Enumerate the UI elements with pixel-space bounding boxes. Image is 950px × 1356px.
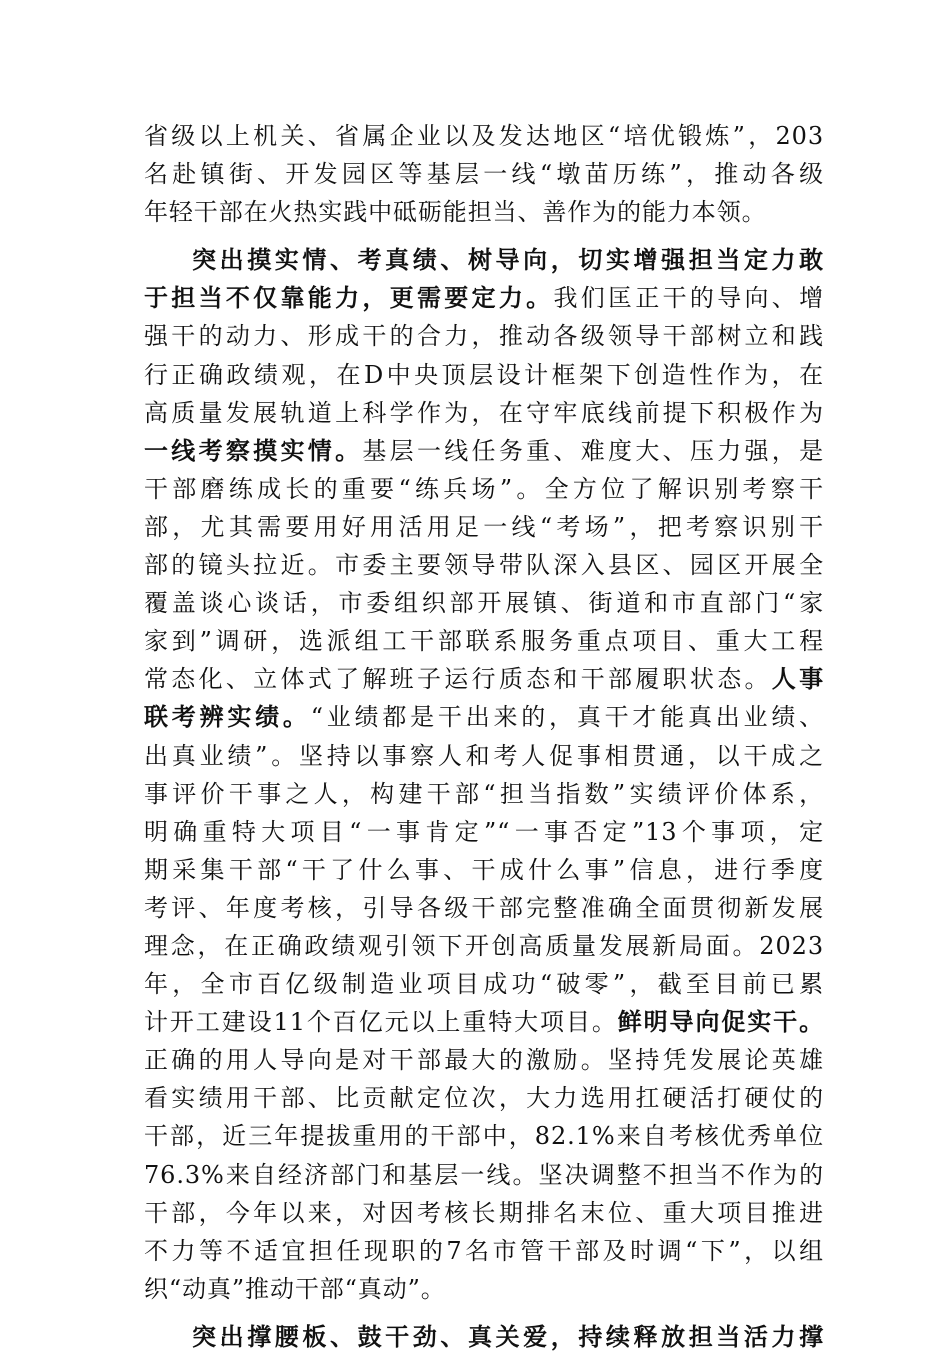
text-line [144, 622, 824, 660]
text-run: 看实绩用干部、比贡献定位次，大力选用扛硬活打硬仗的 [144, 1084, 824, 1113]
text-run: 省级以上机关、省属企业以及发达地区“培优锻炼”，203 [144, 122, 824, 150]
text-run: 名赴镇街、开发园区等基层一线“墩苗历练”，推动各级 [144, 160, 824, 189]
text-run: 期采集干部“干了什么事、干成什么事”信息，进行季度 [144, 855, 824, 884]
bold-text-run: 联考辨实绩。 [144, 702, 311, 732]
text-line [144, 813, 824, 851]
text-line [144, 356, 824, 394]
text-run: 家到”调研，选派组工干部联系服务重点项目、重大工程 [144, 627, 824, 656]
text-line [144, 1041, 824, 1079]
text-run: 干部磨练成长的重要“练兵场”。全方位了解识别考察干 [144, 474, 824, 503]
text-run: 部，尤其需要用好用活用足一线“考场”，把考察识别干 [144, 512, 824, 541]
text-line [144, 737, 824, 775]
body-text [144, 117, 824, 1356]
text-run: 高质量发展轨道上科学作为，在守牢底线前提下积极作为 [144, 398, 824, 427]
text-run: 正确的用人导向是对干部最大的激励。坚持凭发展论英雄 [144, 1046, 824, 1075]
text-line [144, 1270, 824, 1308]
bold-text-run: 突出摸实情、考真绩、树导向，切实增强担当定力敢 [192, 245, 824, 275]
text-run: 76.3%来自经济部门和基层一线。坚决调整不担当不作为的 [144, 1160, 824, 1189]
text-line [144, 584, 824, 622]
text-run: 常态化、立体式了解班子运行质态和干部履职状态。 [144, 665, 772, 694]
text-run: 不力等不适宜担任现职的7名市管干部及时调“下”，以组 [144, 1236, 824, 1265]
text-line [144, 432, 824, 470]
text-line [144, 193, 824, 231]
text-line [144, 1194, 824, 1232]
text-line [144, 470, 824, 508]
text-run: 覆盖谈心谈话，市委组织部开展镇、街道和市直部门“家 [144, 589, 824, 618]
bold-text-run: 于担当不仅靠能力，更需要定力。 [144, 283, 554, 313]
text-run: 年轻干部在火热实践中砥砺能担当、善作为的能力本领。 [144, 198, 767, 227]
text-line [144, 1156, 824, 1194]
bold-text-run: 一线考察摸实情。 [144, 435, 363, 465]
text-line [144, 965, 824, 1003]
text-run: 明确重特大项目“一事肯定”“一事否定”13个事项，定 [144, 817, 824, 846]
text-run: 强干的动力、形成干的合力，推动各级领导干部树立和践 [144, 322, 824, 351]
text-line [144, 1318, 824, 1356]
text-line [144, 889, 824, 927]
text-line [144, 851, 824, 889]
text-run: 年，全市百亿级制造业项目成功“破零”，截至目前已累 [144, 970, 824, 999]
text-run: 行正确政绩观，在D中央顶层设计框架下创造性作为，在 [144, 360, 824, 389]
text-run: 干部，近三年提拔重用的干部中，82.1%来自考核优秀单位 [144, 1122, 824, 1151]
text-run: “业绩都是干出来的，真干才能真出业绩、 [310, 703, 824, 732]
text-line [144, 508, 824, 546]
text-line [144, 1079, 824, 1117]
text-run: 干部，今年以来，对因考核长期排名末位、重大项目推进 [144, 1198, 824, 1227]
text-run: 理念，在正确政绩观引领下开创高质量发展新局面。2023 [144, 931, 824, 960]
text-line [144, 1003, 824, 1041]
text-run: 部的镜头拉近。市委主要领导带队深入县区、园区开展全 [144, 551, 824, 580]
text-run: 事评价干事之人，构建干部“担当指数”实绩评价体系， [144, 779, 824, 808]
text-run: 出真业绩”。坚持以事察人和考人促事相贯通，以干成之 [144, 741, 824, 770]
text-line [144, 241, 824, 279]
text-line [144, 698, 824, 736]
text-run: 织“动真”推动干部“真动”。 [144, 1274, 446, 1303]
text-line [144, 775, 824, 813]
text-run: 基层一线任务重、难度大、压力强，是 [362, 436, 824, 465]
text-line [144, 927, 824, 965]
bold-text-run: 人事 [771, 664, 824, 694]
bold-text-run: 突出撑腰板、鼓干劲、真关爱，持续释放担当活力撑 [192, 1321, 824, 1351]
text-line [144, 155, 824, 193]
text-run: 考评、年度考核，引导各级干部完整准确全面贯彻新发展 [144, 893, 824, 922]
text-line [144, 394, 824, 432]
text-line [144, 1232, 824, 1270]
text-line [144, 1117, 824, 1155]
text-line [144, 279, 824, 317]
text-line [144, 546, 824, 584]
bold-text-run: 鲜明导向促实干。 [617, 1007, 824, 1037]
text-line [144, 317, 824, 355]
text-run: 我们匡正干的导向、增 [553, 284, 824, 313]
text-line [144, 117, 824, 155]
text-line [144, 660, 824, 698]
text-run: 计开工建设11个百亿元以上重特大项目。 [144, 1008, 618, 1037]
